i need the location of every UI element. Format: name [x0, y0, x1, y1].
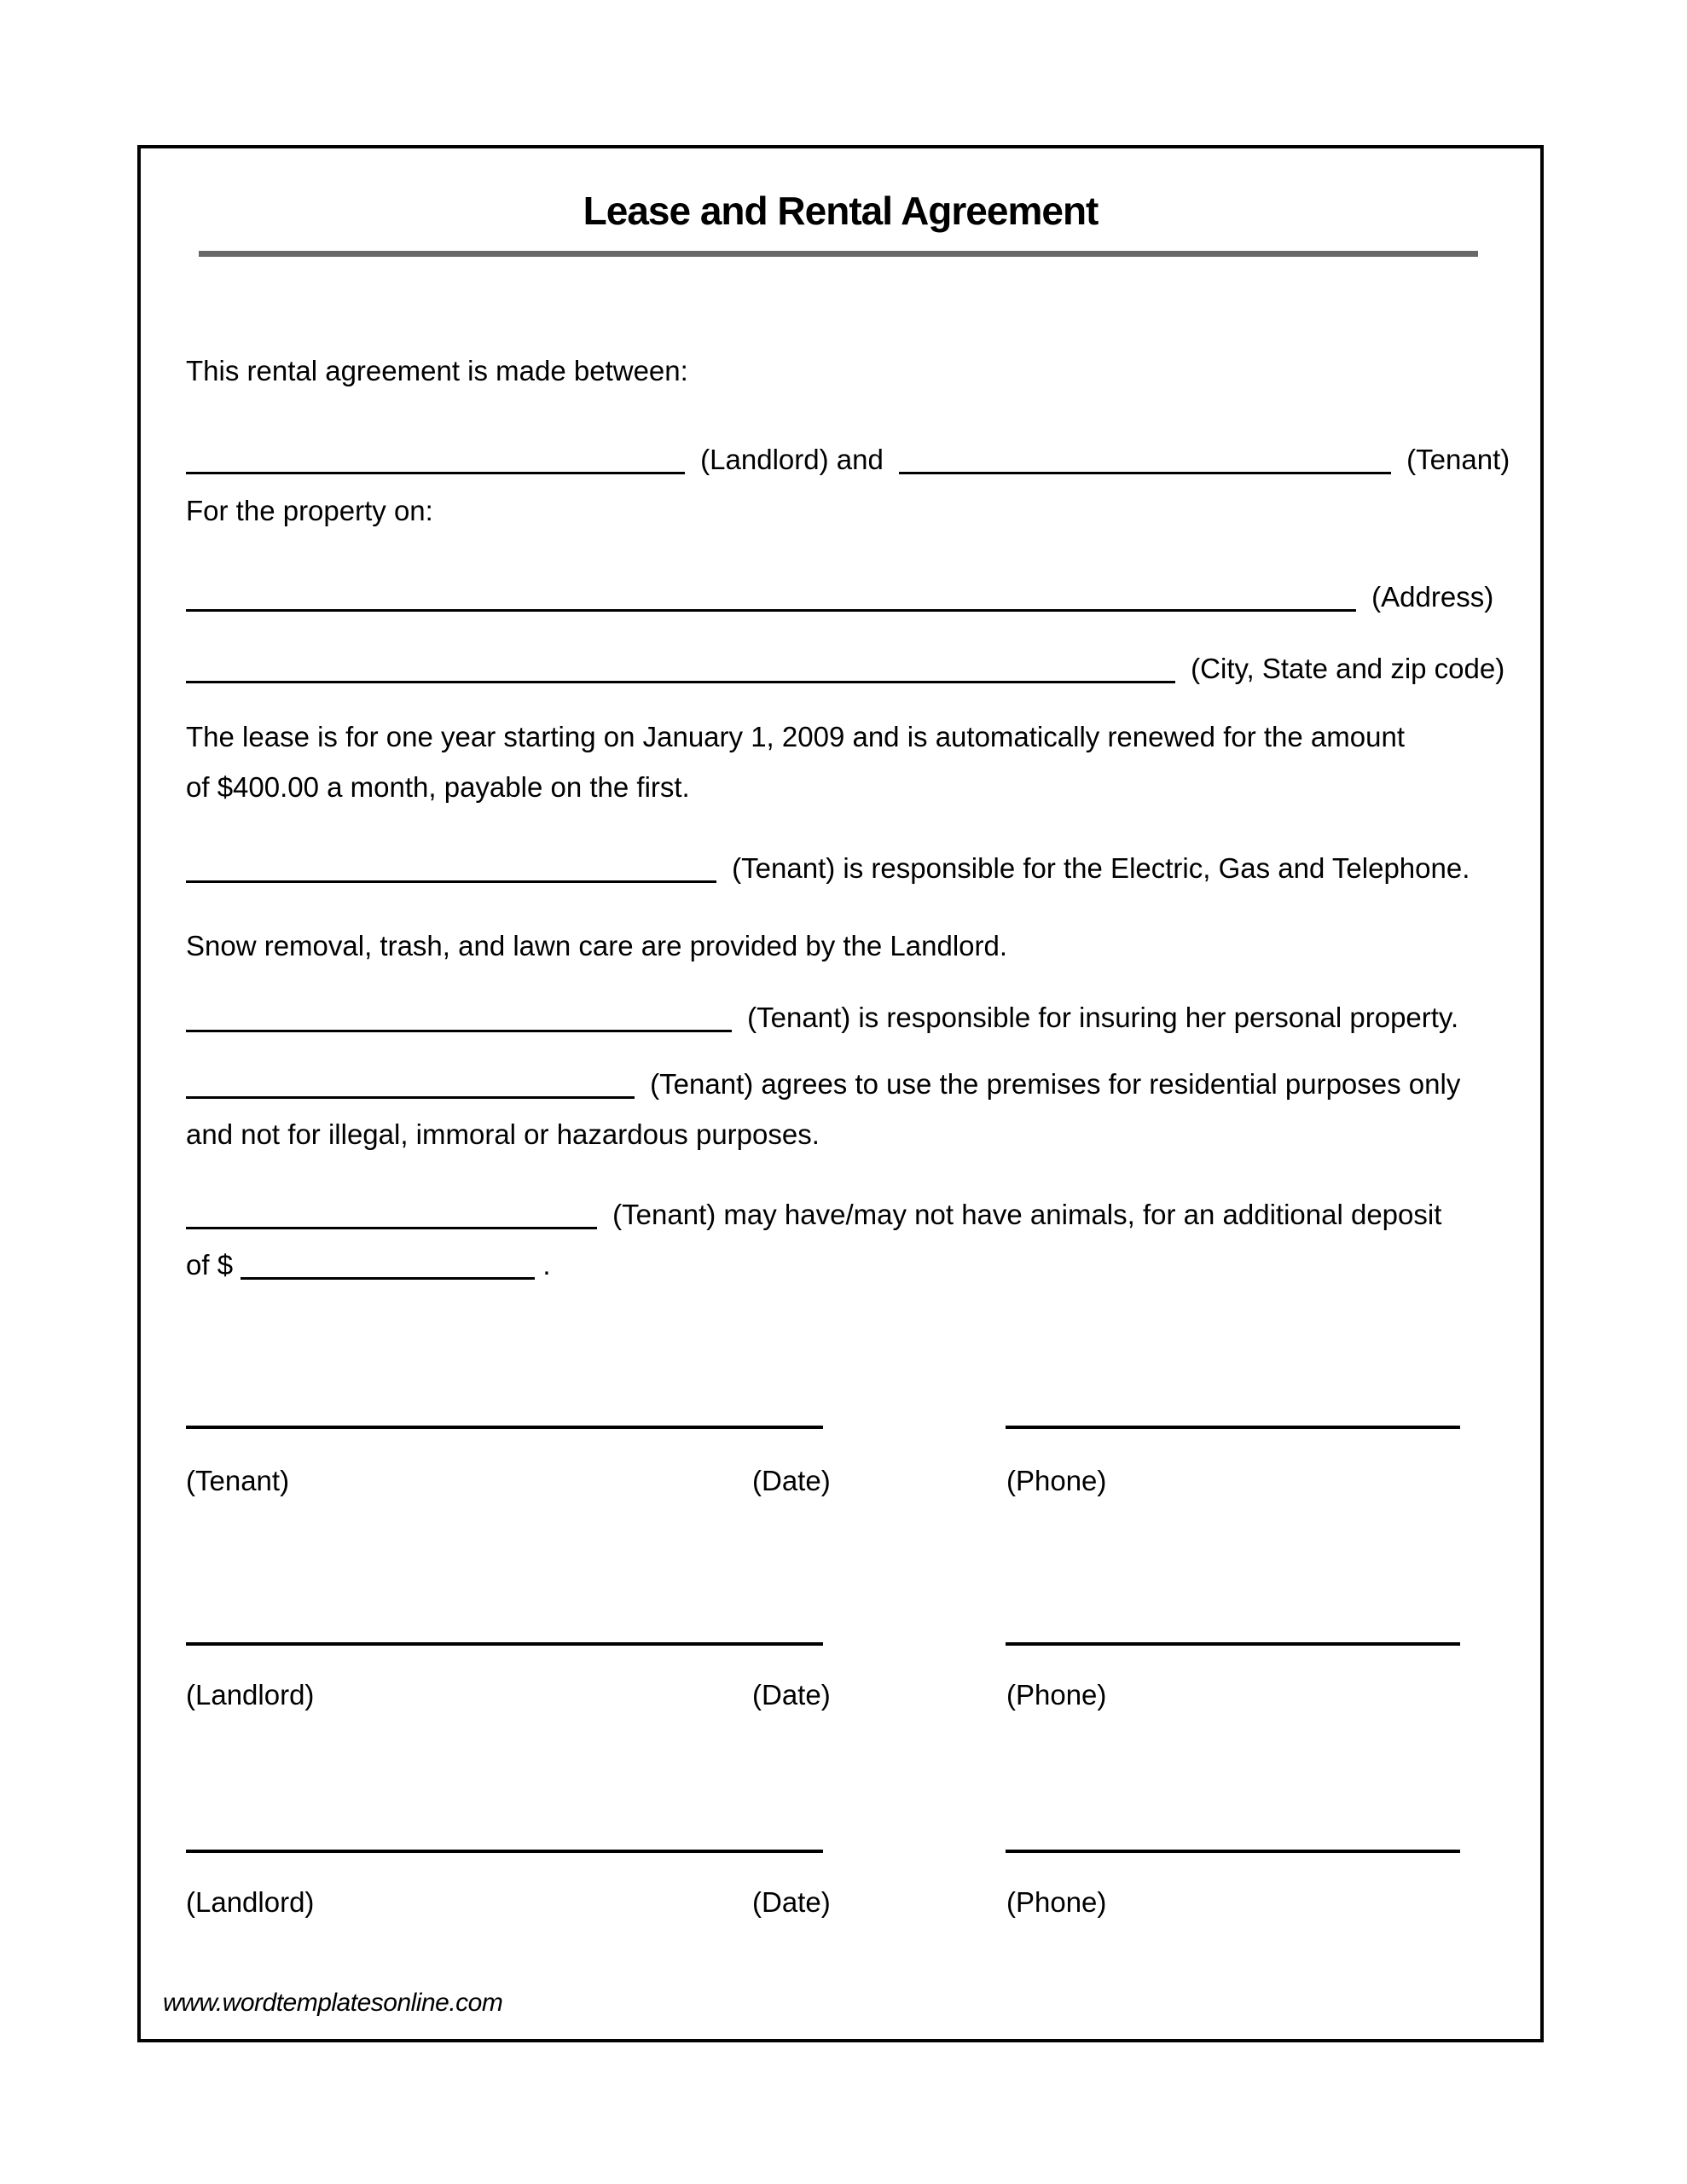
- utilities-tenant-blank-line: [186, 855, 716, 883]
- deposit-amount-blank-line: [241, 1252, 535, 1280]
- landlord1-phone-label: (Phone): [1006, 1679, 1107, 1711]
- landlord2-phone-label: (Phone): [1006, 1886, 1107, 1918]
- insurance-tenant-blank-line: [186, 1004, 732, 1032]
- landlord2-signature-date-line: [186, 1850, 823, 1853]
- address-label: (Address): [1371, 581, 1494, 613]
- tenant-role-label: (Tenant): [186, 1465, 290, 1496]
- landlord1-date-label: (Date): [752, 1679, 831, 1711]
- parties-row: [186, 440, 1533, 479]
- city-state-zip-row: [186, 649, 1533, 688]
- landlord2-signature-lines: [186, 1850, 1460, 1855]
- landlord-services-text: Snow removal, trash, and lawn care are provided by the Landlord.: [186, 930, 1008, 961]
- premises-use-line-2: and not for illegal, immoral or hazardous purposes.: [186, 1118, 820, 1150]
- tenant-name-blank-line: [899, 446, 1391, 474]
- lease-term-line-2: of $400.00 a month, payable on the first.: [186, 771, 690, 803]
- insurance-text: (Tenant) is responsible for insuring her personal property.: [747, 1002, 1459, 1033]
- landlord1-signature-labels: [186, 1676, 1533, 1714]
- tenant-signature-date-line: [186, 1426, 823, 1429]
- landlord2-role-label: (Landlord): [186, 1886, 315, 1918]
- landlord1-signature-lines: [186, 1642, 1460, 1647]
- lease-term-line-1: The lease is for one year starting on January 1, 2009 and is automatically renewed for the amount: [186, 721, 1405, 752]
- tenant-phone-label: (Phone): [1006, 1465, 1107, 1496]
- address-blank-line: [186, 584, 1356, 612]
- tenant-signature-lines: [186, 1426, 1460, 1431]
- landlord1-signature-date-line: [186, 1642, 823, 1646]
- premises-use-line-1: (Tenant) agrees to use the premises for residential purposes only: [650, 1068, 1461, 1100]
- landlord1-role-label: (Landlord): [186, 1679, 315, 1711]
- tenant-signature-labels: [186, 1461, 1533, 1500]
- address-row: [186, 578, 1533, 616]
- landlord2-phone-line: [1006, 1850, 1460, 1853]
- animals-line-1: (Tenant) may have/may not have animals, for an additional deposit: [612, 1199, 1442, 1230]
- deposit-row: [186, 1246, 1533, 1284]
- premises-tenant-blank-line: [186, 1071, 635, 1099]
- website-footer-text: www.wordtemplatesonline.com: [163, 1989, 503, 2017]
- animals-tenant-blank-line: [186, 1201, 597, 1229]
- landlord-and-label: (Landlord) and: [700, 444, 884, 475]
- utilities-text: (Tenant) is responsible for the Electric, Gas and Telephone.: [732, 852, 1470, 884]
- landlord2-signature-labels: [186, 1883, 1533, 1921]
- tenant-label: (Tenant): [1406, 444, 1510, 475]
- insurance-row: [186, 998, 1533, 1037]
- premises-use-row: [186, 1065, 1533, 1103]
- animals-row: [186, 1195, 1533, 1234]
- landlord1-phone-line: [1006, 1642, 1460, 1646]
- deposit-prefix-text: of $: [186, 1249, 234, 1281]
- tenant-date-label: (Date): [752, 1465, 831, 1496]
- utilities-row: [186, 849, 1533, 887]
- tenant-phone-line: [1006, 1426, 1460, 1429]
- deposit-suffix-text: .: [542, 1249, 551, 1281]
- title-underline-rule: [199, 251, 1478, 257]
- intro-made-between-text: This rental agreement is made between:: [186, 355, 688, 386]
- property-on-text: For the property on:: [186, 495, 433, 526]
- landlord-name-blank-line: [186, 446, 685, 474]
- landlord2-date-label: (Date): [752, 1886, 831, 1918]
- city-state-zip-blank-line: [186, 655, 1175, 683]
- city-state-zip-label: (City, State and zip code): [1191, 653, 1505, 684]
- page-title: Lease and Rental Agreement: [583, 189, 1099, 233]
